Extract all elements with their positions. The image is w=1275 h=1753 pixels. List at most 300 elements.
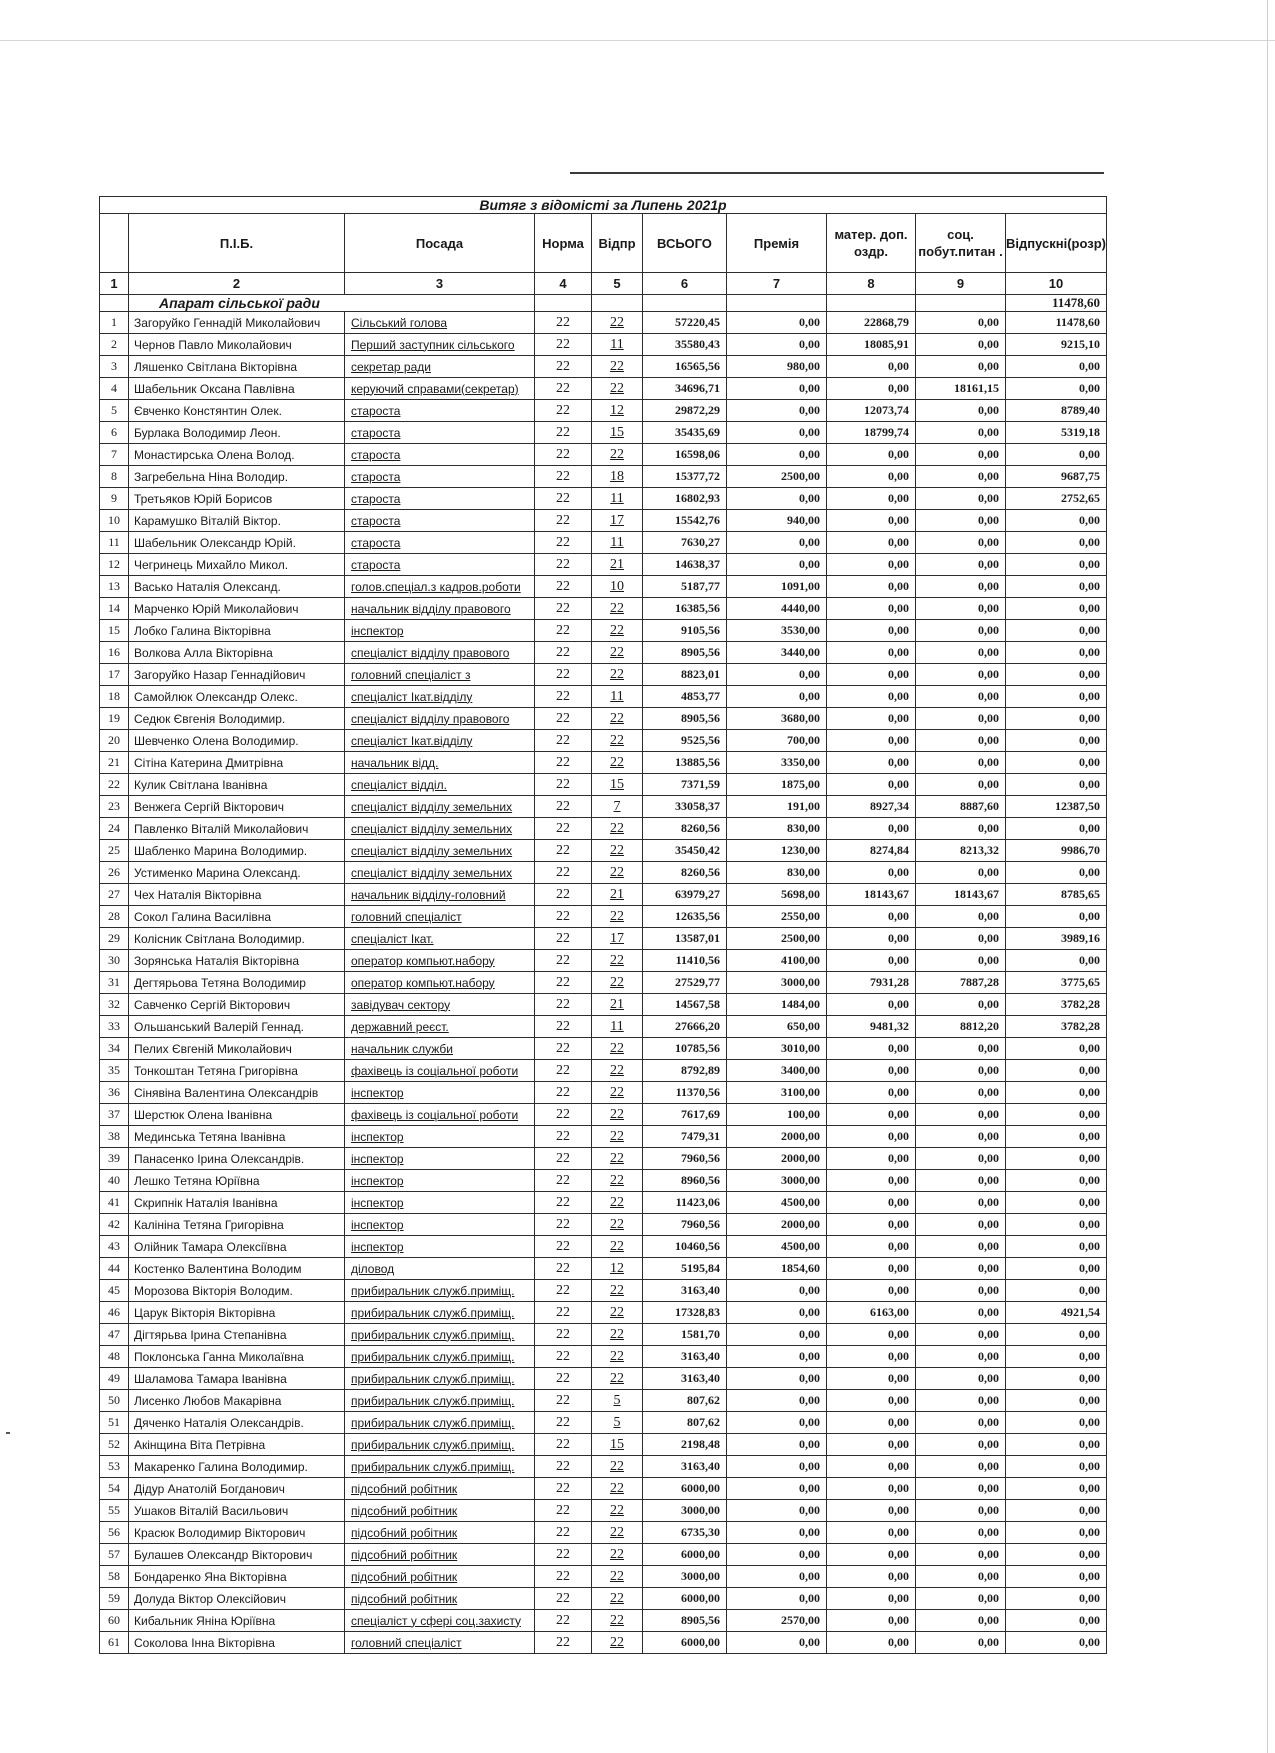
table-row <box>100 466 1107 488</box>
social-aid-amount: 0,00 <box>916 1302 1006 1324</box>
employee-name: Чех Наталія Вікторівна <box>129 884 345 906</box>
row-number: 32 <box>100 994 129 1016</box>
social-aid-amount: 0,00 <box>916 1324 1006 1346</box>
social-aid-amount: 18161,15 <box>916 378 1006 400</box>
row-number: 34 <box>100 1038 129 1060</box>
worked-days-text: 22 <box>610 1194 624 1210</box>
worked-days-text: 22 <box>610 864 624 880</box>
bonus-amount: 1854,60 <box>727 1258 827 1280</box>
norm-days: 22 <box>535 1412 592 1434</box>
worked-days <box>592 1104 643 1126</box>
table-row <box>100 1544 1107 1566</box>
worked-days <box>592 1544 643 1566</box>
position-text: староста <box>351 447 401 462</box>
bonus-amount: 0,00 <box>727 1280 827 1302</box>
total-amount: 6000,00 <box>643 1544 727 1566</box>
table-row <box>100 334 1107 356</box>
row-number: 13 <box>100 576 129 598</box>
worked-days <box>592 1478 643 1500</box>
total-amount: 6000,00 <box>643 1478 727 1500</box>
table-row <box>100 774 1107 796</box>
vacation-amount: 0,00 <box>1006 1038 1107 1060</box>
position <box>345 1368 535 1390</box>
row-number: 35 <box>100 1060 129 1082</box>
vacation-amount: 0,00 <box>1006 1126 1107 1148</box>
worked-days <box>592 906 643 928</box>
social-aid-amount: 0,00 <box>916 1148 1006 1170</box>
position <box>345 422 535 444</box>
table-row <box>100 620 1107 642</box>
norm-days: 22 <box>535 312 592 334</box>
health-aid-amount: 0,00 <box>827 664 916 686</box>
social-aid-amount: 0,00 <box>916 1192 1006 1214</box>
position <box>345 554 535 576</box>
social-aid-amount: 0,00 <box>916 1500 1006 1522</box>
bonus-amount: 0,00 <box>727 400 827 422</box>
total-amount: 34696,71 <box>643 378 727 400</box>
position-text: діловод <box>351 1261 395 1276</box>
worked-days-text: 22 <box>610 1326 624 1342</box>
employee-name: Третьяков Юрій Борисов <box>129 488 345 510</box>
social-aid-amount: 0,00 <box>916 1588 1006 1610</box>
social-aid-amount: 0,00 <box>916 1566 1006 1588</box>
health-aid-amount: 0,00 <box>827 1082 916 1104</box>
position-text: спеціаліст відділу земельних <box>351 821 513 836</box>
row-number: 50 <box>100 1390 129 1412</box>
position-text: спеціаліст відділ. <box>351 777 447 792</box>
norm-days: 22 <box>535 356 592 378</box>
worked-days <box>592 1082 643 1104</box>
social-aid-amount: 18143,67 <box>916 884 1006 906</box>
position <box>345 378 535 400</box>
norm-days: 22 <box>535 928 592 950</box>
total-amount: 807,62 <box>643 1412 727 1434</box>
row-number: 9 <box>100 488 129 510</box>
social-aid-amount: 0,00 <box>916 1258 1006 1280</box>
worked-days <box>592 774 643 796</box>
row-number: 25 <box>100 840 129 862</box>
worked-days <box>592 686 643 708</box>
row-number: 51 <box>100 1412 129 1434</box>
worked-days-text: 22 <box>610 1084 624 1100</box>
position <box>345 1434 535 1456</box>
health-aid-amount: 0,00 <box>827 818 916 840</box>
employee-name: Макаренко Галина Володимир. <box>129 1456 345 1478</box>
row-number: 59 <box>100 1588 129 1610</box>
row-number: 37 <box>100 1104 129 1126</box>
employee-name: Васько Наталія Олександ. <box>129 576 345 598</box>
total-amount: 3163,40 <box>643 1280 727 1302</box>
worked-days-text: 22 <box>610 1172 624 1188</box>
worked-days <box>592 620 643 642</box>
employee-name: Загоруйко Назар Геннадійович <box>129 664 345 686</box>
bonus-amount: 0,00 <box>727 532 827 554</box>
total-amount: 12635,56 <box>643 906 727 928</box>
table-row <box>100 818 1107 840</box>
norm-days: 22 <box>535 752 592 774</box>
bonus-amount: 0,00 <box>727 1588 827 1610</box>
norm-days: 22 <box>535 554 592 576</box>
vacation-amount: 0,00 <box>1006 1456 1107 1478</box>
row-number: 5 <box>100 400 129 422</box>
table-row <box>100 884 1107 906</box>
table-row <box>100 1368 1107 1390</box>
vacation-amount: 0,00 <box>1006 1544 1107 1566</box>
vacation-amount: 0,00 <box>1006 1500 1107 1522</box>
position-text: інспектор <box>351 1173 404 1188</box>
norm-days: 22 <box>535 1236 592 1258</box>
position <box>345 730 535 752</box>
employee-name: Волкова Алла Вікторівна <box>129 642 345 664</box>
worked-days <box>592 1170 643 1192</box>
table-row <box>100 950 1107 972</box>
vacation-amount: 0,00 <box>1006 510 1107 532</box>
position-text: староста <box>351 535 401 550</box>
position <box>345 1566 535 1588</box>
row-number: 49 <box>100 1368 129 1390</box>
employee-name: Костенко Валентина Володим <box>129 1258 345 1280</box>
worked-days <box>592 334 643 356</box>
worked-days <box>592 994 643 1016</box>
worked-days <box>592 1280 643 1302</box>
row-number: 28 <box>100 906 129 928</box>
position-text: підсобний робітник <box>351 1481 458 1496</box>
row-number: 10 <box>100 510 129 532</box>
vacation-amount: 9215,10 <box>1006 334 1107 356</box>
total-amount: 3163,40 <box>643 1456 727 1478</box>
position <box>345 598 535 620</box>
social-aid-amount: 0,00 <box>916 488 1006 510</box>
position-text: секретар ради <box>351 359 431 374</box>
employee-name: Дегтярьова Тетяна Володимир <box>129 972 345 994</box>
worked-days-text: 22 <box>610 314 624 330</box>
bonus-amount: 4500,00 <box>727 1236 827 1258</box>
total-amount: 16802,93 <box>643 488 727 510</box>
row-number: 58 <box>100 1566 129 1588</box>
column-number: 10 <box>1006 273 1107 295</box>
worked-days <box>592 1588 643 1610</box>
header-worked: Відпр <box>592 214 643 273</box>
table-row <box>100 752 1107 774</box>
table-row <box>100 598 1107 620</box>
position <box>345 466 535 488</box>
social-aid-amount: 0,00 <box>916 686 1006 708</box>
table-row <box>100 1566 1107 1588</box>
employee-name: Седюк Євгенія Володимир. <box>129 708 345 730</box>
bonus-amount: 5698,00 <box>727 884 827 906</box>
bonus-amount: 2000,00 <box>727 1126 827 1148</box>
total-amount: 6735,30 <box>643 1522 727 1544</box>
employee-name: Шевченко Олена Володимир. <box>129 730 345 752</box>
row-number: 52 <box>100 1434 129 1456</box>
worked-days-text: 11 <box>610 490 624 506</box>
worked-days <box>592 1390 643 1412</box>
health-aid-amount: 0,00 <box>827 1126 916 1148</box>
worked-days-text: 22 <box>610 1612 624 1628</box>
worked-days <box>592 1412 643 1434</box>
total-amount: 33058,37 <box>643 796 727 818</box>
header-position: Посада <box>345 214 535 273</box>
worked-days-text: 11 <box>610 534 624 550</box>
row-number: 15 <box>100 620 129 642</box>
table-row <box>100 1060 1107 1082</box>
payroll-table <box>99 196 1107 1654</box>
total-amount: 29872,29 <box>643 400 727 422</box>
column-number: 2 <box>129 273 345 295</box>
bonus-amount: 0,00 <box>727 1478 827 1500</box>
position-text: спеціаліст відділу правового <box>351 711 510 726</box>
worked-days <box>592 730 643 752</box>
employee-name: Загребельна Ніна Володир. <box>129 466 345 488</box>
norm-days: 22 <box>535 1082 592 1104</box>
column-number-row <box>100 273 1107 295</box>
bonus-amount: 0,00 <box>727 1302 827 1324</box>
table-row <box>100 1632 1107 1654</box>
total-amount: 8260,56 <box>643 818 727 840</box>
worked-days <box>592 1126 643 1148</box>
row-number: 36 <box>100 1082 129 1104</box>
norm-days: 22 <box>535 488 592 510</box>
social-aid-amount: 0,00 <box>916 906 1006 928</box>
vacation-amount: 3775,65 <box>1006 972 1107 994</box>
table-row <box>100 840 1107 862</box>
column-number: 9 <box>916 273 1006 295</box>
social-aid-amount: 0,00 <box>916 1236 1006 1258</box>
social-aid-amount: 0,00 <box>916 1632 1006 1654</box>
table-row <box>100 664 1107 686</box>
position <box>345 400 535 422</box>
norm-days: 22 <box>535 1346 592 1368</box>
bonus-amount: 830,00 <box>727 862 827 884</box>
worked-days-text: 11 <box>610 1018 624 1034</box>
worked-days <box>592 796 643 818</box>
worked-days <box>592 1456 643 1478</box>
column-number: 4 <box>535 273 592 295</box>
table-row <box>100 1434 1107 1456</box>
row-number: 12 <box>100 554 129 576</box>
vacation-amount: 5319,18 <box>1006 422 1107 444</box>
worked-days-text: 22 <box>610 732 624 748</box>
norm-days: 22 <box>535 598 592 620</box>
header-row <box>100 214 1107 273</box>
position-text: фахівець із соціальної роботи <box>351 1107 519 1122</box>
position <box>345 796 535 818</box>
health-aid-amount: 6163,00 <box>827 1302 916 1324</box>
worked-days-text: 22 <box>610 1568 624 1584</box>
bonus-amount: 0,00 <box>727 1324 827 1346</box>
total-amount: 7617,69 <box>643 1104 727 1126</box>
worked-days <box>592 378 643 400</box>
worked-days <box>592 598 643 620</box>
bonus-amount: 3000,00 <box>727 972 827 994</box>
employee-name: Бондаренко Яна Вікторівна <box>129 1566 345 1588</box>
social-aid-amount: 0,00 <box>916 598 1006 620</box>
vacation-amount: 0,00 <box>1006 1104 1107 1126</box>
position <box>345 1258 535 1280</box>
worked-days-text: 22 <box>610 1634 624 1650</box>
worked-days <box>592 312 643 334</box>
row-number: 18 <box>100 686 129 708</box>
worked-days-text: 15 <box>610 1436 624 1452</box>
top-rule <box>570 172 1104 174</box>
health-aid-amount: 0,00 <box>827 1610 916 1632</box>
health-aid-amount: 0,00 <box>827 1236 916 1258</box>
social-aid-amount: 0,00 <box>916 1456 1006 1478</box>
position-text: староста <box>351 425 401 440</box>
position-text: прибиральник служб.приміщ. <box>351 1459 515 1474</box>
worked-days-text: 22 <box>610 622 624 638</box>
vacation-amount: 0,00 <box>1006 356 1107 378</box>
position <box>345 928 535 950</box>
worked-days <box>592 400 643 422</box>
health-aid-amount: 0,00 <box>827 554 916 576</box>
health-aid-amount: 0,00 <box>827 1522 916 1544</box>
worked-days-text: 10 <box>610 578 624 594</box>
health-aid-amount: 9481,32 <box>827 1016 916 1038</box>
norm-days: 22 <box>535 1522 592 1544</box>
health-aid-amount: 0,00 <box>827 378 916 400</box>
position <box>345 1016 535 1038</box>
vacation-amount: 0,00 <box>1006 1434 1107 1456</box>
position-text: начальник відділу-головний <box>351 887 506 902</box>
health-aid-amount: 0,00 <box>827 620 916 642</box>
social-aid-amount: 0,00 <box>916 620 1006 642</box>
position-text: голов.спеціал.з кадров.роботи <box>351 579 521 594</box>
bonus-amount: 700,00 <box>727 730 827 752</box>
employee-name: Ляшенко Світлана Вікторівна <box>129 356 345 378</box>
worked-days-text: 22 <box>610 600 624 616</box>
row-number: 46 <box>100 1302 129 1324</box>
position <box>345 884 535 906</box>
health-aid-amount: 0,00 <box>827 532 916 554</box>
norm-days: 22 <box>535 1434 592 1456</box>
vacation-amount: 0,00 <box>1006 1368 1107 1390</box>
employee-name: Шаламова Тамара Іванівна <box>129 1368 345 1390</box>
row-number: 57 <box>100 1544 129 1566</box>
health-aid-amount: 0,00 <box>827 1214 916 1236</box>
total-amount: 11410,56 <box>643 950 727 972</box>
social-aid-amount: 0,00 <box>916 532 1006 554</box>
position-text: спеціаліст у сфері соц.захисту <box>351 1613 521 1628</box>
worked-days <box>592 818 643 840</box>
table-row <box>100 1588 1107 1610</box>
payroll-sheet <box>99 196 1107 1654</box>
vacation-amount: 0,00 <box>1006 620 1107 642</box>
position-text: прибиральник служб.приміщ. <box>351 1371 515 1386</box>
position <box>345 1324 535 1346</box>
worked-days <box>592 488 643 510</box>
social-aid-amount: 0,00 <box>916 928 1006 950</box>
social-aid-amount: 0,00 <box>916 1126 1006 1148</box>
table-row <box>100 686 1107 708</box>
social-aid-amount: 0,00 <box>916 1368 1006 1390</box>
position <box>345 1346 535 1368</box>
table-row <box>100 356 1107 378</box>
norm-days: 22 <box>535 1214 592 1236</box>
health-aid-amount: 0,00 <box>827 576 916 598</box>
table-row <box>100 1500 1107 1522</box>
vacation-amount: 0,00 <box>1006 1566 1107 1588</box>
position <box>345 950 535 972</box>
row-number: 54 <box>100 1478 129 1500</box>
bonus-amount: 0,00 <box>727 1346 827 1368</box>
bonus-amount: 0,00 <box>727 378 827 400</box>
worked-days <box>592 862 643 884</box>
position <box>345 1060 535 1082</box>
norm-days: 22 <box>535 1324 592 1346</box>
total-amount: 35580,43 <box>643 334 727 356</box>
row-number: 8 <box>100 466 129 488</box>
position <box>345 862 535 884</box>
norm-days: 22 <box>535 1280 592 1302</box>
position <box>345 686 535 708</box>
bonus-amount: 3440,00 <box>727 642 827 664</box>
norm-days: 22 <box>535 884 592 906</box>
bonus-amount: 4440,00 <box>727 598 827 620</box>
total-amount: 807,62 <box>643 1390 727 1412</box>
bonus-amount: 980,00 <box>727 356 827 378</box>
bonus-amount: 191,00 <box>727 796 827 818</box>
bonus-amount: 0,00 <box>727 554 827 576</box>
vacation-amount: 0,00 <box>1006 708 1107 730</box>
scan-edge-top <box>0 40 1275 41</box>
total-amount: 14567,58 <box>643 994 727 1016</box>
column-number: 5 <box>592 273 643 295</box>
position-text: Сільський голова <box>351 315 448 330</box>
row-number: 41 <box>100 1192 129 1214</box>
table-row <box>100 1104 1107 1126</box>
table-row <box>100 1214 1107 1236</box>
worked-days-text: 22 <box>610 1150 624 1166</box>
row-number: 2 <box>100 334 129 356</box>
vacation-amount: 0,00 <box>1006 906 1107 928</box>
table-row <box>100 1126 1107 1148</box>
norm-days: 22 <box>535 642 592 664</box>
vacation-amount: 0,00 <box>1006 1060 1107 1082</box>
worked-days <box>592 884 643 906</box>
health-aid-amount: 12073,74 <box>827 400 916 422</box>
bonus-amount: 0,00 <box>727 1566 827 1588</box>
health-aid-amount: 0,00 <box>827 708 916 730</box>
worked-days-text: 11 <box>610 688 624 704</box>
table-row <box>100 444 1107 466</box>
worked-days-text: 22 <box>610 1458 624 1474</box>
norm-days: 22 <box>535 400 592 422</box>
employee-name: Панасенко Ірина Олександрів. <box>129 1148 345 1170</box>
worked-days-text: 15 <box>610 424 624 440</box>
vacation-amount: 3989,16 <box>1006 928 1107 950</box>
position-text: староста <box>351 403 401 418</box>
row-number: 44 <box>100 1258 129 1280</box>
header-health-aid: матер. доп. оздр. <box>827 214 916 273</box>
norm-days: 22 <box>535 620 592 642</box>
employee-name: Лобко Галина Вікторівна <box>129 620 345 642</box>
bonus-amount: 0,00 <box>727 444 827 466</box>
health-aid-amount: 0,00 <box>827 1412 916 1434</box>
position <box>345 444 535 466</box>
worked-days-text: 22 <box>610 974 624 990</box>
table-row <box>100 1346 1107 1368</box>
employee-name: Монастирська Олена Волод. <box>129 444 345 466</box>
position <box>345 1038 535 1060</box>
position <box>345 620 535 642</box>
bonus-amount: 100,00 <box>727 1104 827 1126</box>
social-aid-amount: 0,00 <box>916 1038 1006 1060</box>
table-row <box>100 1610 1107 1632</box>
employee-name: Кибальник Яніна Юріївна <box>129 1610 345 1632</box>
position-text: оператор компьют.набору <box>351 953 495 968</box>
bonus-amount: 1484,00 <box>727 994 827 1016</box>
